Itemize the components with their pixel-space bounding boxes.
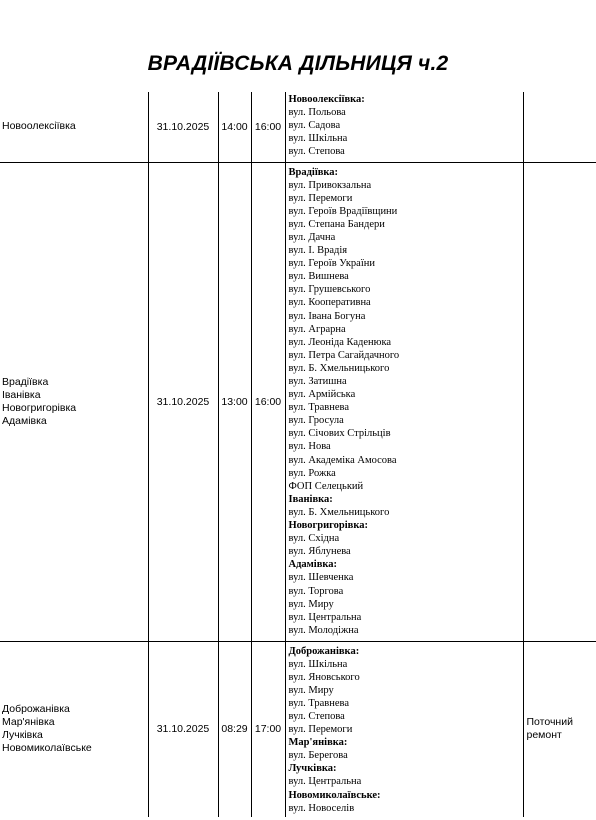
settlement-heading: Новоолексіївка: bbox=[288, 94, 365, 105]
street-item: вул. Степана Бандери bbox=[288, 218, 385, 230]
table-row bbox=[0, 92, 596, 162]
table-row bbox=[0, 641, 596, 817]
start-time-cell: 08:29 bbox=[218, 641, 251, 817]
street-item: вул. Новоселів bbox=[288, 802, 355, 814]
street-item: вул. Героїв Врадіївщини bbox=[288, 205, 398, 217]
street-item: вул. Рожка bbox=[288, 467, 336, 479]
settlement-name: Новогригорівка bbox=[2, 401, 77, 414]
street-item: вул. Миру bbox=[288, 684, 334, 696]
street-item: вул. Шевченка bbox=[288, 572, 354, 584]
street-item: вул. Нова bbox=[288, 441, 331, 453]
street-item: вул. Затишна bbox=[288, 376, 347, 387]
settlement-heading: Лучківка: bbox=[288, 763, 337, 775]
settlement-name: Новомиколаївське bbox=[2, 742, 92, 755]
street-item: вул. Січових Стрільців bbox=[288, 428, 391, 440]
settlement-name: Доброжанівка bbox=[2, 703, 70, 716]
street-item: вул. Грушевського bbox=[288, 284, 371, 296]
end-time-cell: 16:00 bbox=[251, 162, 285, 641]
street-item: вул. Берегова bbox=[288, 750, 348, 762]
street-item: вул. І. Врадія bbox=[288, 245, 348, 257]
streets-cell bbox=[285, 162, 523, 641]
date-cell: 31.10.2025 bbox=[148, 92, 218, 162]
settlement-name: Адамівка bbox=[2, 414, 47, 427]
street-item: вул. Івана Богуна bbox=[288, 310, 366, 322]
streets-cell bbox=[285, 92, 523, 162]
settlement-heading: Новогригорівка: bbox=[288, 520, 368, 532]
settlements-cell bbox=[0, 641, 148, 817]
street-item: вул. Армійська bbox=[288, 389, 356, 401]
page-title: ВРАДІЇВСЬКА ДІЛЬНИЦЯ ч.2 bbox=[147, 52, 449, 75]
settlement-heading: Іванівка: bbox=[288, 493, 333, 505]
street-item: вул. Центральна bbox=[288, 776, 362, 788]
settlement-heading: Доброжанівка: bbox=[288, 645, 360, 657]
street-item: вул. Дачна bbox=[288, 231, 336, 243]
settlement-heading: Адамівка: bbox=[288, 559, 338, 571]
start-time-cell: 14:00 bbox=[218, 92, 251, 162]
date-cell: 31.10.2025 bbox=[148, 641, 218, 817]
end-time-cell: 17:00 bbox=[251, 641, 285, 817]
street-item: вул. Садова bbox=[288, 120, 341, 132]
street-item: вул. Центральна bbox=[288, 611, 362, 623]
street-item: вул. Привокзальна bbox=[288, 179, 372, 191]
street-item: вул. Академіка Амосова bbox=[288, 454, 397, 466]
street-item: вул. Молодіжна bbox=[288, 624, 359, 636]
street-item: вул. Перемоги bbox=[288, 724, 353, 736]
street-item: вул. Східна bbox=[288, 533, 340, 545]
settlement-name: Врадіївка bbox=[2, 375, 49, 388]
street-item: вул. Б. Хмельницького bbox=[288, 506, 390, 518]
street-item: вул. Степова bbox=[288, 710, 345, 722]
street-item: вул. Степова bbox=[288, 146, 345, 158]
settlement-heading: Врадіївка: bbox=[288, 166, 339, 178]
note-cell: Поточний ремонт bbox=[523, 641, 596, 817]
street-item: вул. Леоніда Каденюка bbox=[288, 336, 392, 348]
note-cell bbox=[523, 162, 596, 641]
settlement-name: Лучківка bbox=[2, 729, 43, 742]
settlements-cell bbox=[0, 162, 148, 641]
settlement-heading: Мар'янівка: bbox=[288, 737, 348, 749]
street-item: вул. Шкільна bbox=[288, 133, 348, 145]
street-item: вул. Петра Сагайдачного bbox=[288, 349, 400, 361]
date-cell: 31.10.2025 bbox=[148, 162, 218, 641]
settlement-name: Мар'янівка bbox=[2, 716, 55, 729]
settlement-heading: Новомиколаївське: bbox=[288, 789, 381, 801]
street-item: вул. Яблунева bbox=[288, 546, 351, 558]
street-item: вул. Яновського bbox=[288, 671, 360, 683]
table-row bbox=[0, 162, 596, 641]
street-item: вул. Шкільна bbox=[288, 658, 348, 670]
settlement-name: Іванівка bbox=[2, 388, 41, 401]
street-item: вул. Героїв України bbox=[288, 258, 375, 270]
settlements-cell bbox=[0, 92, 148, 162]
street-item: вул. Кооперативна bbox=[288, 297, 371, 309]
street-item: вул. Торгова bbox=[288, 585, 344, 597]
street-item: ФОП Селецький bbox=[288, 480, 364, 492]
start-time-cell: 13:00 bbox=[218, 162, 251, 641]
street-item: вул. Травнева bbox=[288, 402, 350, 414]
street-item: вул. Польова bbox=[288, 107, 346, 119]
street-item: вул. Травнева bbox=[288, 697, 350, 709]
settlement-name: Новоолексіївка bbox=[2, 120, 76, 133]
note-cell bbox=[523, 92, 596, 162]
end-time-cell: 16:00 bbox=[251, 92, 285, 162]
street-item: вул. Б. Хмельницького bbox=[288, 362, 390, 374]
street-item: вул. Перемоги bbox=[288, 192, 353, 204]
street-item: вул. Вишнева bbox=[288, 271, 349, 283]
streets-cell bbox=[285, 641, 523, 817]
street-item: вул. Аграрна bbox=[288, 323, 346, 335]
street-item: вул. Гросула bbox=[288, 415, 344, 427]
schedule-table bbox=[0, 92, 596, 817]
street-item: вул. Миру bbox=[288, 598, 334, 610]
